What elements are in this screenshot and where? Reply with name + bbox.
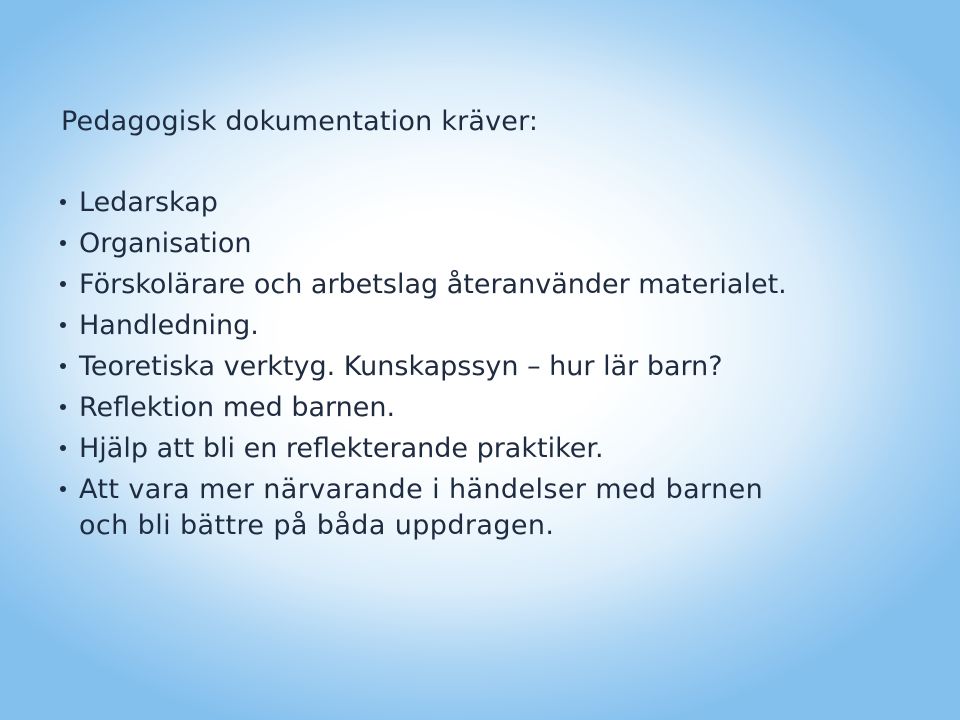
bullet-item — [60, 308, 800, 344]
bullet-text: Hjälp att bli en reflekterande praktiker. — [79, 433, 604, 464]
bullet-item — [60, 431, 800, 467]
bullet-text: Organisation — [79, 228, 252, 259]
bullet-list — [60, 185, 800, 549]
bullet-text: Handledning. — [79, 310, 259, 341]
bullet-item — [60, 349, 800, 385]
bullet-dot-icon — [60, 240, 66, 246]
bullet-item — [60, 390, 800, 426]
bullet-item — [60, 472, 800, 543]
bullet-text: Ledarskap — [79, 187, 218, 218]
bullet-item — [60, 267, 800, 303]
bullet-dot-icon — [60, 322, 66, 328]
bullet-text: Reflektion med barnen. — [79, 392, 396, 423]
bullet-dot-icon — [60, 445, 66, 451]
bullet-dot-icon — [60, 281, 66, 287]
bullet-text: Teoretiska verktyg. Kunskapssyn – hur lär barn? — [79, 351, 723, 382]
bullet-dot-icon — [60, 486, 66, 492]
bullet-dot-icon — [60, 404, 66, 410]
bullet-text: Att vara mer närvarande i händelser med barnen och bli bättre på båda uppdragen. — [79, 474, 764, 541]
bullet-text: Förskolärare och arbetslag återanvänder materialet. — [79, 269, 787, 300]
bullet-item — [60, 226, 800, 262]
slide-title: Pedagogisk dokumentation kräver: — [61, 106, 539, 137]
bullet-dot-icon — [60, 199, 66, 205]
bullet-dot-icon — [60, 363, 66, 369]
bullet-item — [60, 185, 800, 221]
